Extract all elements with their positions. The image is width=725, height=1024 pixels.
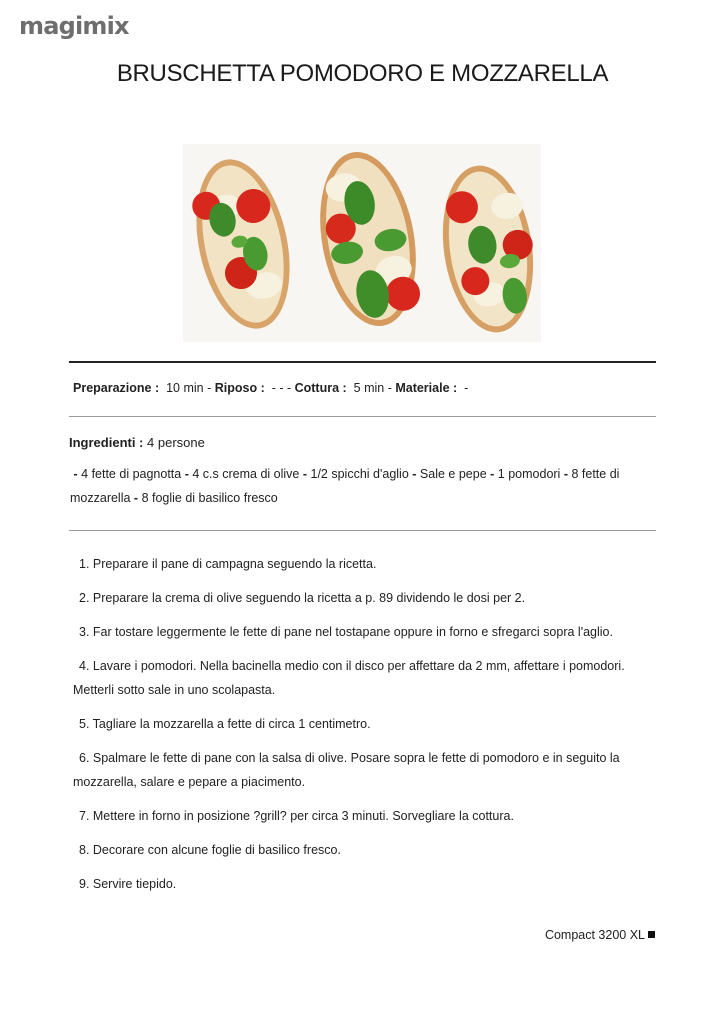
prep-value: 10 min [166,381,204,395]
rest-value: - - [271,381,284,395]
cook-value: 5 min [353,381,385,395]
step-item: 3. Far tostare leggermente le fette di pane nel tostapane oppure in forno e sfregarci sopra l'aglio. [79,625,613,639]
ingredient-item: 4 fette di pagnotta [81,467,182,481]
bruschetta-photo [183,144,541,342]
recipe-meta: Preparazione : 10 min - Riposo : - - - Cottura : 5 min - Materiale : - [73,381,469,395]
material-value: - [464,381,469,395]
brand-logo: magimix [19,12,129,40]
ingredients-heading [69,435,205,450]
ingredient-item: 8 fette di mozzarella [70,467,620,505]
footer-model [545,928,655,942]
ingredients-servings: 4 persone [147,435,205,450]
divider-top [69,361,656,363]
ingredients-label: Ingredienti : [69,435,144,450]
step-item: 2. Preparare la crema di olive seguendo la ricetta a p. 89 dividendo le dosi per 2. [79,591,526,605]
step-item: 7. Mettere in forno in posizione ?grill? per circa 3 minuti. Sorvegliare la cottura. [79,809,514,823]
step-item: 1. Preparare il pane di campagna seguendo la ricetta. [79,557,377,571]
rest-label: Riposo : [214,381,265,395]
ingredient-item: 1 pomodori [497,467,561,481]
ingredient-item: 8 foglie di basilico fresco [141,491,278,505]
step-item: 9. Servire tiepido. [79,877,177,891]
square-icon [648,931,655,938]
prep-label: Preparazione : [73,381,160,395]
step-item: 6. Spalmare le fette di pane con la salsa di olive. Posare sopra le fette di pomodoro e in seguito la mozzarella, salare e pepare a piacimento. [73,751,620,789]
page-title: BRUSCHETTA POMODORO E MOZZARELLA [116,60,609,87]
cook-label: Cottura : [294,381,347,395]
divider-meta [69,416,656,417]
material-label: Materiale : [395,381,458,395]
ingredient-item: 1/2 spicchi d'aglio [310,467,409,481]
ingredient-item: Sale e pepe [419,467,487,481]
divider-ingredients [69,530,656,531]
steps-list [73,552,643,906]
ingredient-item: 4 c.s crema di olive [192,467,300,481]
step-item: 8. Decorare con alcune foglie di basilico fresco. [79,843,341,857]
ingredients-list: - 4 fette di pagnotta - 4 c.s crema di olive - 1/2 spicchi d'aglio - Sale e pepe - 1 pomodori - 8 fette di mozzarella - 8 foglie di basilico fresco [70,467,620,505]
footer-label: Compact 3200 XL [544,928,645,942]
step-item: 5. Tagliare la mozzarella a fette di circa 1 centimetro. [79,717,371,731]
step-item: 4. Lavare i pomodori. Nella bacinella medio con il disco per affettare da 2 mm, affettare i pomodori. Metterli sotto sale in uno scolapasta. [73,659,625,697]
